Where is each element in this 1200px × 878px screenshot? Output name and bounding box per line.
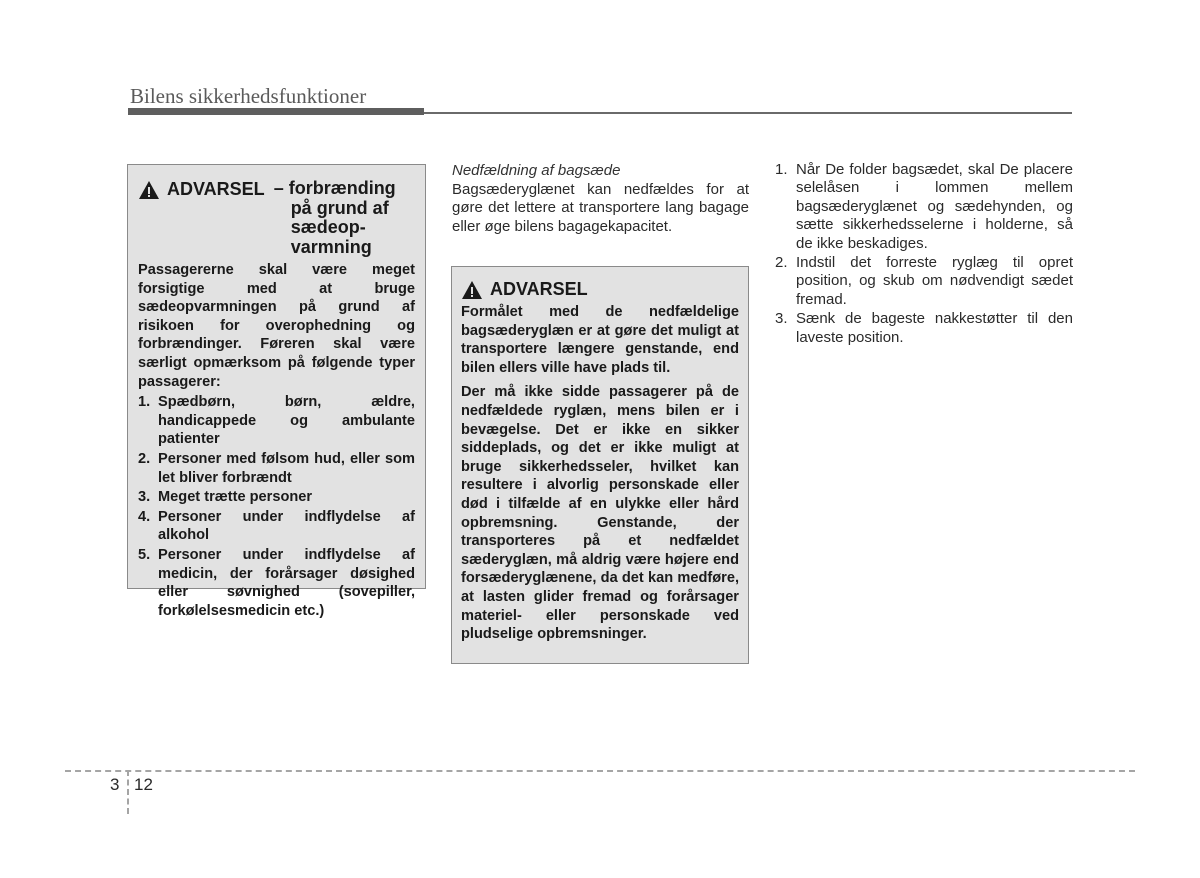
warning-header [461,279,739,300]
warning-label: ADVARSEL [167,179,265,199]
list-item: 1. Når De folder bagsædet, skal De placere selelåsen i lommen mellem bagsæderyglænet og sædehynden, og sætte sikkerhedsselerne i holderne, så de ikke beskadiges. [775,161,1073,252]
warning-header [138,179,415,257]
warning-paragraph-2: Der må ikke sidde passagerer på de nedfældede ryglæn, mens bilen er i bevægelse. Det er ikke en sikker siddeplads, og det er ikke muligt at bruge sikkerhedsseler, hvilket kan resultere i alvorlig personskade eller død i tilfælde af en ulykke eller hård opbremsning. Genstande, der transporteres på et nedfældet sæderyglæn, må aldrig være højere end forsæderyglænene, da det kan medføre, at lasten glider fremad og forårsager materiel- eller personskade ved pludselige opbremsninger. [461,384,739,643]
section-body: Bagsæderyglænet kan nedfældes for at gøre det lettere at transportere lang bagage eller øge bilens bagagekapacitet. [452,181,749,235]
list-item: 2. Personer med følsom hud, eller som let bliver forbrændt [138,450,415,486]
page-header-title: Bilens sikkerhedsfunktioner [130,84,367,108]
warning-triangle-icon [461,280,483,300]
warning-triangle-icon [138,180,160,200]
page-chapter: 3 [110,775,120,794]
section-heading: Nedfældning af bagsæde [452,162,621,179]
header-rule-thin [424,112,1072,114]
warning-box-folding-seat [451,266,749,664]
warning-box-seat-heating [127,164,426,619]
list-item: 3. Sænk de bageste nakkestøtter til den laveste position. [775,310,1073,346]
footer-divider [127,770,129,814]
folding-steps-list [775,161,1073,348]
warning-subtitle: – forbrænding på grund af sædeop- varmning [273,178,396,257]
list-item: 4. Personer under indflydelse af alkohol [138,508,415,544]
warning-intro: Passagererne skal være meget forsigtige med at bruge sædeopvarmningen på grund af risikoen for overophedning og forbrændinger. Føreren skal være særligt opmærksom på følgende typer passagerer: [138,262,415,390]
warning-paragraph-1: Formålet med de nedfældelige bagsæderyglæn er at gøre det muligt at transportere længere genstande, end bilen ellers ville have plads til. [461,304,739,376]
list-item: 1. Spædbørn, børn, ældre, handicappede og ambulante patienter [138,394,415,448]
warning-label: ADVARSEL [490,279,588,299]
footer-rule [65,770,1135,772]
page-number: 12 [134,775,153,794]
list-item: 3. Meget trætte personer [138,489,313,506]
list-item: 5. Personer under indflydelse af medicin, der forårsager døsighed eller søvnighed (sovepiller, forkølelsesmedicin etc.) [138,546,415,619]
header-rule-thick [128,108,424,115]
passenger-list [138,393,415,620]
list-item: 2. Indstil det forreste ryglæg til opret position, og skub om nødvendigt sædet fremad. [775,254,1073,308]
